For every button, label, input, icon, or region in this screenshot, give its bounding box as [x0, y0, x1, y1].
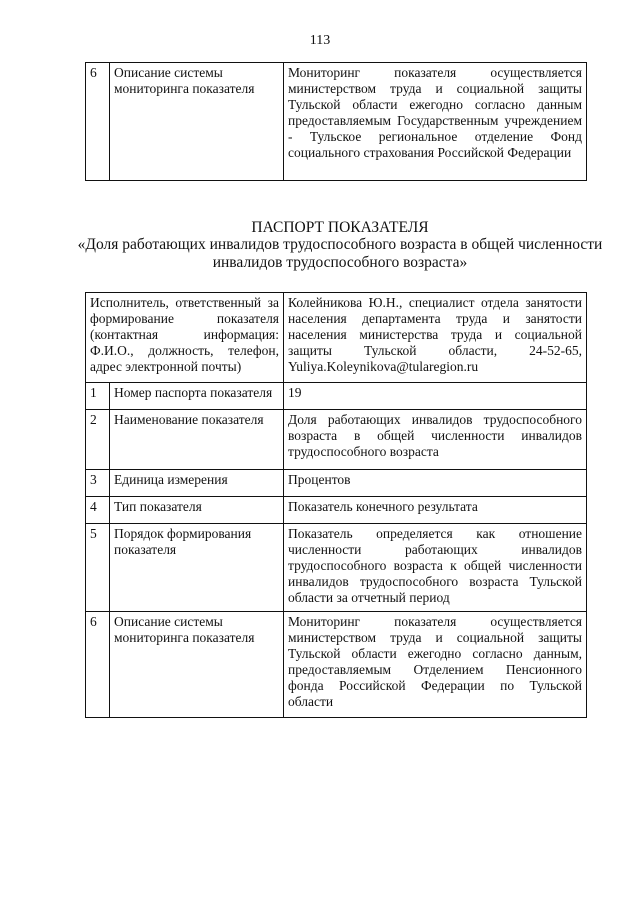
table-row [86, 63, 587, 181]
table-row [86, 497, 587, 524]
row-value: Процентов [284, 470, 587, 497]
row-value: Мониторинг показателя осуществляется министерством труда и социальной защиты Тульской области ежегодно согласно данным предоставляемым Государственным учреждением - Тульское региональное отделение Фонд социального страхования Российской Федерации [284, 63, 587, 181]
row-value: Мониторинг показателя осуществляется министерством труда и социальной защиты Тульской области ежегодно согласно данным, предоставляемым Отделением Пенсионного фонда Российской Федерации по Тульской области [284, 612, 587, 718]
page-number: 113 [309, 33, 331, 48]
table-row [86, 524, 587, 612]
row-value: 19 [284, 383, 587, 410]
passport-subtitle: «Доля работающих инвалидов трудоспособного возраста в общей численности инвалидов трудоспособного возраста» [77, 236, 603, 271]
executor-value: Колейникова Ю.Н., специалист отдела занятости населения департамента труда и занятости населения министерства труда и социальной защиты Тульской области, 24-52-65, Yuliya.Koleynikova@tularegion.ru [284, 293, 587, 383]
row-value: Показатель конечного результата [284, 497, 587, 524]
row-label: Наименование показателя [110, 410, 284, 470]
table-row [86, 470, 587, 497]
row-number: 5 [86, 524, 110, 612]
row-number: 6 [86, 63, 110, 181]
table-row [86, 383, 587, 410]
row-number: 4 [86, 497, 110, 524]
row-value: Показатель определяется как отношение численности работающих инвалидов трудоспособного возраста к общей численности инвалидов трудоспособного возраста Тульской области за отчетный период [284, 524, 587, 612]
row-number: 6 [86, 612, 110, 718]
top-table [85, 62, 587, 181]
row-label: Единица измерения [110, 470, 284, 497]
row-number: 3 [86, 470, 110, 497]
row-number: 1 [86, 383, 110, 410]
passport-title: ПАСПОРТ ПОКАЗАТЕЛЯ [251, 219, 429, 236]
passport-table [85, 292, 587, 718]
row-number: 2 [86, 410, 110, 470]
executor-label: Исполнитель, ответственный за формирование показателя (контактная информация: Ф.И.О., должность, телефон, адрес электронной почты) [86, 293, 284, 383]
row-label: Номер паспорта показателя [110, 383, 284, 410]
row-label: Порядок формирования показателя [110, 524, 284, 612]
row-label: Описание системы мониторинга показателя [110, 63, 284, 181]
row-value: Доля работающих инвалидов трудоспособного возраста в общей численности инвалидов трудоспособного возраста [284, 410, 587, 470]
row-label: Тип показателя [110, 497, 284, 524]
row-label: Описание системы мониторинга показателя [110, 612, 284, 718]
table-row [86, 612, 587, 718]
table-row [86, 293, 587, 383]
table-row [86, 410, 587, 470]
